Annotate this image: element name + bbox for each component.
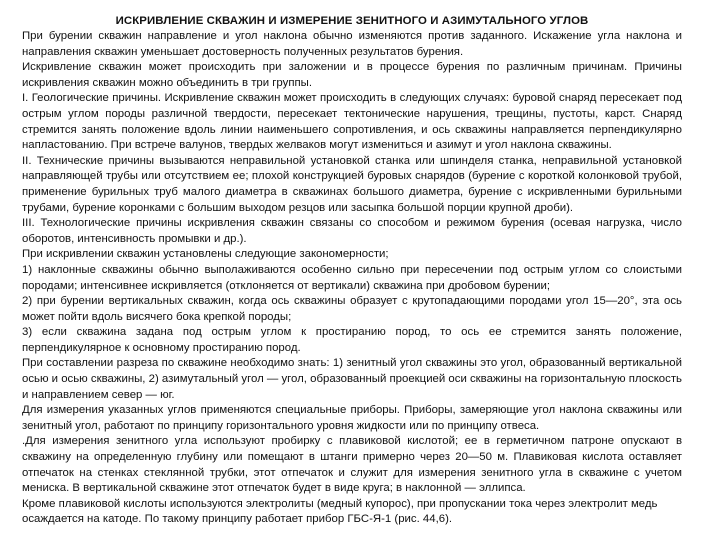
paragraph-electrolytes: Кроме плавиковой кислоты используются электролиты (медный купорос), при пропускании тока через электролит медь осаждается на катоде. По такому принципу работает прибор ГБС-Я-1 (рис. 44,6).	[22, 497, 658, 526]
paragraph-geological: I. Геологические причины. Искривление скважин может происходить в следующих случаях: буровой снаряд пересекает под острым углом породы различной твердости, пересекает тектонические нарушения, трещины, пустоты, карст. Снаряд стремится занять положение вдоль линии наименьшего сопротивления, и ось скважины направляется перпендикулярно напластованию. При встрече валунов, твердых желваков могут измениться и азимут и угол наклона скважины.	[22, 92, 682, 152]
paragraph-instruments: Для измерения указанных углов применяются специальные приборы. Приборы, замеряющие угол наклона скважины или зенитный угол, работают по принципу горизонтального уровня жидкости или по принципу отвеса.	[22, 404, 682, 432]
paragraph-technical: II. Технические причины вызываются неправильной установкой станка или шпинделя станка, неправильной установкой направляющей трубы или отсутствием ее; плохой конструкцией буровых снарядов (бурение с короткой колонковой трубой, применение бурильных труб малого диаметра в скважинах большого диаметра, бурение с искривленными бурильными трубами, бурение коронками с большим выходом резцов или засыпка большой порции крупной дроби).	[22, 154, 682, 214]
paragraph-technological: III. Технологические причины искривления скважин связаны со способом и режимом бурения (осевая нагрузка, число оборотов, интенсивность промывки и др.).	[22, 217, 682, 245]
paragraph-rule-3: 3) если скважина задана под острым углом к простиранию пород, то ось ее стремится занять положение, перпендикулярное к основному простиранию пород.	[22, 326, 682, 354]
paragraph-causes: Искривление скважин может происходить при заложении и в процессе бурения по различным причинам. Причины искривления скважин можно объединить в три группы.	[22, 61, 682, 89]
paragraph-rule-2: 2) при бурении вертикальных скважин, когда ось скважины образует с крутопадающими породами угол 15—20°, эта ось может пойти вдоль висячего бока крепкой породы;	[22, 295, 682, 323]
document-title: ИСКРИВЛЕНИЕ СКВАЖИН И ИЗМЕРЕНИЕ ЗЕНИТНОГО И АЗИМУТАЛЬНОГО УГЛОВ	[115, 15, 589, 27]
paragraph-regularities: При искривлении скважин установлены следующие закономерности;	[22, 248, 389, 261]
paragraph-intro: При бурении скважин направление и угол наклона обычно изменяются против заданного. Искажение угла наклона и направления скважин уменьшает достоверность полученных результатов бурения.	[22, 30, 682, 58]
paragraph-angles: При составлении разреза по скважине необходимо знать: 1) зенитный угол скважины это угол, образованный вертикальной осью и осью скважины, 2) азимутальный угол — угол, образованный проекцией оси скважины на горизонтальную плоскость и направлением север — юг.	[22, 357, 682, 401]
paragraph-rule-1: 1) наклонные скважины обычно выполаживаются особенно сильно при пересечении под острым углом со слоистыми породами; интенсивнее искривляется (отклоняется от вертикали) скважина при дробовом бурении;	[22, 263, 682, 292]
paragraph-hydrofluoric: .Для измерения зенитного угла используют пробирку с плавиковой кислотой; ее в герметичном патроне опускают в скважину на определенную глубину или помещают в штанги примерно через 20—50 м. Плавиковая кислота оставляет отпечаток на стенках стеклянной трубки, этот отпечаток и служит для измерения зенитного угла в скважине с учетом мениска. В вертикальной скважине этот отпечаток будет в виде круга; в наклонной — эллипса.	[22, 435, 682, 495]
